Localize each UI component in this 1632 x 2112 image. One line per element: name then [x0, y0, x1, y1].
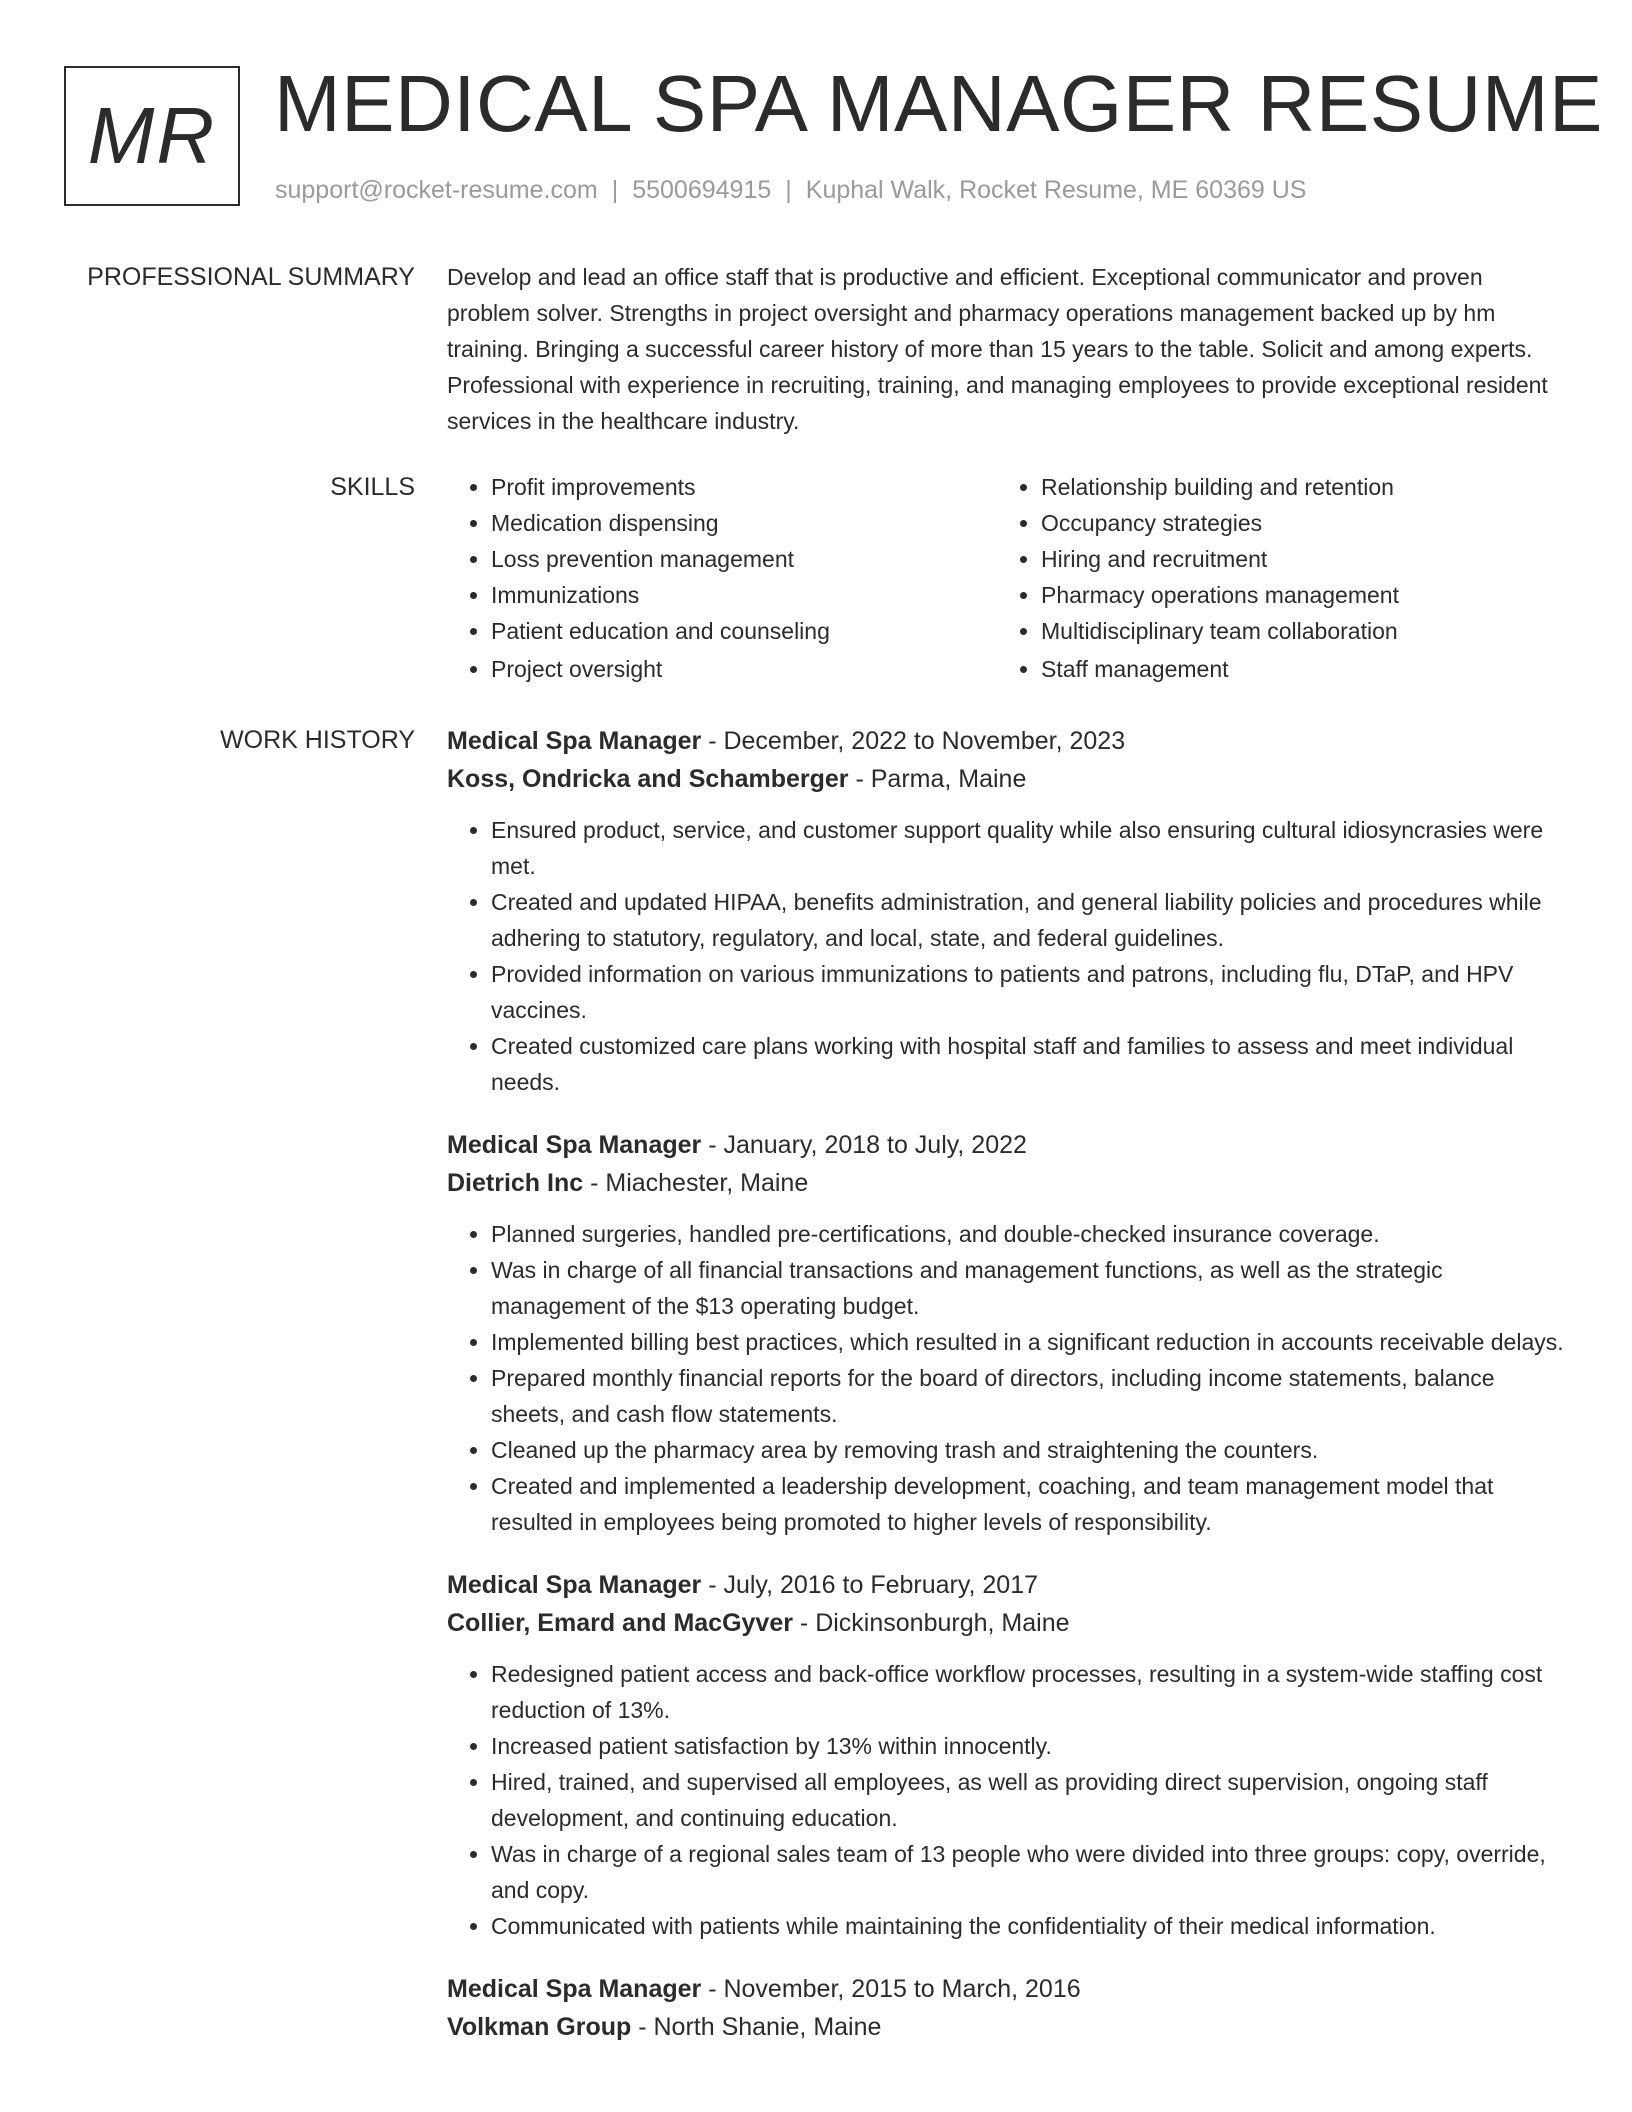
job-company-line — [447, 760, 1567, 798]
job-title: Medical Spa Manager — [447, 1571, 702, 1599]
contact-separator: | — [785, 176, 792, 204]
job-company-line — [447, 1164, 1567, 1202]
skill-item: • Medication dispensing — [491, 505, 997, 541]
job-bullets — [447, 1216, 1567, 1540]
job-title-line — [447, 1970, 1567, 2008]
job-dates: - November, 2015 to March, 2016 — [701, 1975, 1081, 2003]
contact-email: support@rocket-resume.com — [275, 176, 598, 204]
skills-column-left — [447, 469, 997, 687]
job-bullets — [447, 812, 1567, 1100]
job-title: Medical Spa Manager — [447, 1131, 702, 1159]
job-dates: - July, 2016 to February, 2017 — [701, 1571, 1039, 1599]
job-company-line — [447, 1604, 1567, 1642]
skill-item: • Profit improvements — [491, 469, 997, 505]
job-bullet: • Created and updated HIPAA, benefits administration, and general liability policies and procedures while adhering to statutory, regulatory, and local, state, and federal guidelines. — [491, 884, 1567, 956]
job-entry — [447, 1566, 1567, 1944]
job-bullet: • Was in charge of all financial transactions and management functions, as well as the strategic management of the $13 operating budget. — [491, 1252, 1567, 1324]
job-bullet: • Created customized care plans working with hospital staff and families to assess and meet individual needs. — [491, 1028, 1567, 1100]
skill-item: • Staff management — [1041, 651, 1547, 687]
job-title-line — [447, 1566, 1567, 1604]
job-entry — [447, 1970, 1567, 2046]
monogram-initials: MR — [87, 91, 217, 180]
job-company: Collier, Emard and MacGyver — [447, 1609, 793, 1637]
skill-item: • Hiring and recruitment — [1041, 541, 1547, 577]
job-company: Volkman Group — [447, 2013, 632, 2041]
job-bullet: • Ensured product, service, and customer support quality while also ensuring cultural idiosyncrasies were met. — [491, 812, 1567, 884]
job-bullets — [447, 1656, 1567, 1944]
job-entry — [447, 722, 1567, 1100]
job-company: Koss, Ondricka and Schamberger — [447, 765, 849, 793]
job-bullet: • Cleaned up the pharmacy area by removing trash and straightening the counters. — [491, 1432, 1567, 1468]
contact-phone: 5500694915 — [632, 176, 772, 204]
job-entry — [447, 1126, 1567, 1540]
job-location: - Miachester, Maine — [583, 1169, 809, 1197]
job-bullet: • Provided information on various immunizations to patients and patrons, including flu, DTaP, and HPV vaccines. — [491, 956, 1567, 1028]
job-location: - Parma, Maine — [848, 765, 1027, 793]
job-bullet: • Hired, trained, and supervised all employees, as well as providing direct supervision, ongoing staff development, and continuing education. — [491, 1764, 1567, 1836]
job-location: - Dickinsonburgh, Maine — [792, 1609, 1070, 1637]
job-bullet: • Prepared monthly financial reports for the board of directors, including income statements, balance sheets, and cash flow statements. — [491, 1360, 1567, 1432]
summary-text: Develop and lead an office staff that is productive and efficient. Exceptional communicator and proven problem solver. Strengths in project oversight and pharmacy operations management backed up by hm training. Bringing a successful career history of more than 15 years to the table. Solicit and among experts. Professional with experience in recruiting, training, and managing employees to provide exceptional resident services in the healthcare industry. — [447, 264, 1548, 434]
skill-item: • Relationship building and retention — [1041, 469, 1547, 505]
job-title-line — [447, 1126, 1567, 1164]
skills-list — [447, 469, 1567, 687]
skill-item: • Project oversight — [491, 651, 997, 687]
job-location: - North Shanie, Maine — [631, 2013, 882, 2041]
contact-line — [275, 176, 1306, 205]
skills-heading: SKILLS — [330, 473, 415, 501]
job-company-line — [447, 2008, 1567, 2046]
job-title-line — [447, 722, 1567, 760]
monogram-badge — [64, 66, 240, 206]
job-dates: - January, 2018 to July, 2022 — [701, 1131, 1027, 1159]
skill-item: • Pharmacy operations management — [1041, 577, 1547, 613]
job-bullet: • Planned surgeries, handled pre-certifications, and double-checked insurance coverage. — [491, 1216, 1567, 1252]
skill-item: • Immunizations — [491, 577, 997, 613]
summary-heading: PROFESSIONAL SUMMARY — [87, 263, 415, 291]
skills-column-right — [997, 469, 1547, 687]
skill-item: • Occupancy strategies — [1041, 505, 1547, 541]
skill-item: • Multidisciplinary team collaboration — [1041, 613, 1547, 649]
job-bullet: • Communicated with patients while maintaining the confidentiality of their medical information. — [491, 1908, 1567, 1944]
job-bullet: • Was in charge of a regional sales team of 13 people who were divided into three groups: copy, override, and copy. — [491, 1836, 1567, 1908]
job-dates: - December, 2022 to November, 2023 — [701, 727, 1126, 755]
work-history-heading: WORK HISTORY — [220, 726, 415, 754]
contact-separator: | — [611, 176, 619, 204]
contact-address: Kuphal Walk, Rocket Resume, ME 60369 US — [805, 176, 1307, 204]
job-bullet: • Redesigned patient access and back-office workflow processes, resulting in a system-wide staffing cost reduction of 13%. — [491, 1656, 1567, 1728]
job-bullet: • Increased patient satisfaction by 13% within innocently. — [491, 1728, 1567, 1764]
job-title: Medical Spa Manager — [447, 1975, 702, 2003]
job-bullet: • Implemented billing best practices, which resulted in a significant reduction in accounts receivable delays. — [491, 1324, 1567, 1360]
skill-item: • Loss prevention management — [491, 541, 997, 577]
resume-title: MEDICAL SPA MANAGER RESUME — [274, 59, 1603, 148]
skill-item: • Patient education and counseling — [491, 613, 997, 649]
job-company: Dietrich Inc — [447, 1169, 584, 1197]
job-title: Medical Spa Manager — [447, 727, 702, 755]
job-bullet: • Created and implemented a leadership development, coaching, and team management model that resulted in employees being promoted to higher levels of responsibility. — [491, 1468, 1567, 1540]
